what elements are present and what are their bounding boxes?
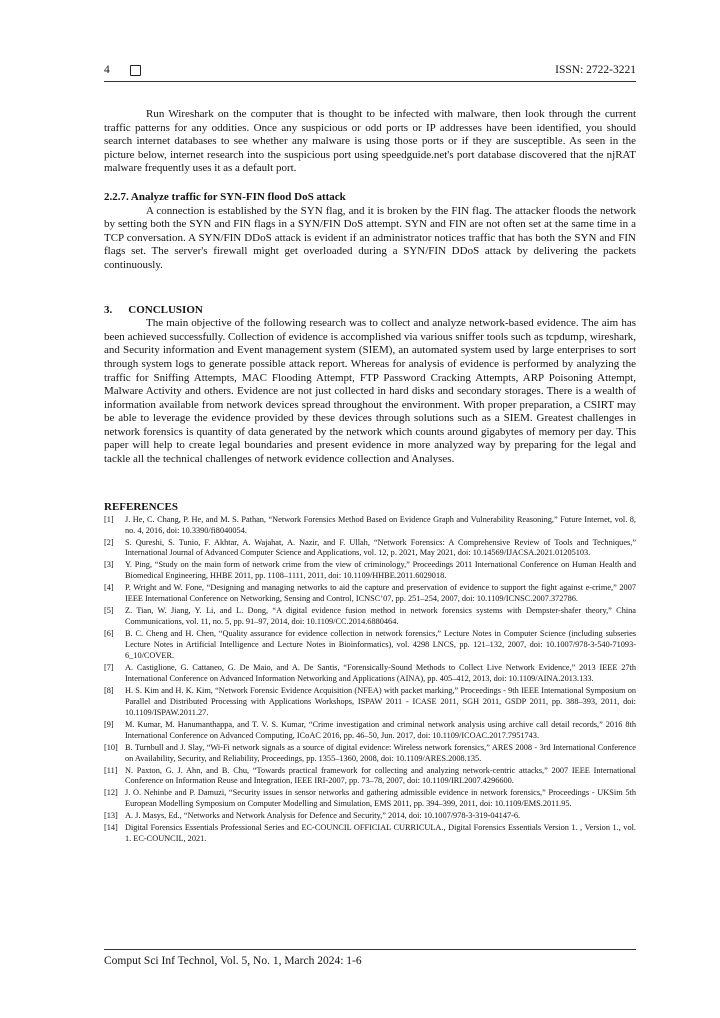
reference-text: N. Paxton, G. J. Ahn, and B. Chu, “Towards practical framework for collecting and analyzing network-centric attacks,” 2007 IEEE International Conference on Information Reuse and Integration, IEEE IRI-2007, pp. 73–78, 2007, doi: 10.1109/IRI.2007.4296600. xyxy=(125,765,636,786)
page-number: 4 xyxy=(104,64,110,76)
reference-number: [12] xyxy=(104,788,118,798)
conclusion-paragraph: The main objective of the following research was to collect and analyze network-based evidence. The aim has been achieved successfully. Collection of evidence is accomplished via various sniffer tools such as tcpdump, wireshark, and Security information and Event management system (SIEM), an automated system used by large enterprises to sort through system logs to generate possible attack report. Whereas for analysis of evidence is performed by analyzing the traffic for Sniffing Attempts, MAC Flooding Attempt, FTP Password Cracking Attempts, ARP Poisoning Attempt, Malware Activity and others. Evidence are not just collected in hard disks and secondary storages. There is a wealth of information available from network devices spread throughout the environment. With proper preparation, a CSIRT may be able to leverage the evidence provided by these devices through solutions such as a SIEM. Greatest challenges in network forensics is quantity of data generated by the network which counts around gigabytes of memory per day. This paper will help to create legal boundaries and present evidence in more analyzed way by preparing for the legal and tackle all the technical challenges of network evidence collection and Analyses. xyxy=(104,317,636,466)
reference-text: Digital Forensics Essentials Professional Series and EC-COUNCIL OFFICIAL CURRICULA., Digital Forensics Essentials Version 1. , Version 1., vol. 1. EC-COUNCIL, 2021. xyxy=(125,823,636,844)
reference-text: B. C. Cheng and H. Chen, “Quality assurance for evidence collection in network forensics,” Lecture Notes in Computer Science (including subseries Lecture Notes in Artificial Intelligence and Lecture Notes in Bioinformatics), vol. 4298 LNCS, pp. 121–132, 2007, doi: 10.1007/978-3-540-71093-6_10/COVER. xyxy=(125,629,636,660)
conclusion-title: CONCLUSION xyxy=(128,303,203,316)
conclusion-number: 3. xyxy=(104,303,113,316)
reference-number: [9] xyxy=(104,719,114,729)
reference-number: [1] xyxy=(104,514,114,524)
intro-paragraph: Run Wireshark on the computer that is thought to be infected with malware, then look through the current traffic patterns for any oddities. Once any suspicious or odd ports or IP addresses have been identified, you should search internet databases to see whether any malware is using those ports or if they are susceptible. As seen in the picture below, internet research into the suspicious port using speedguide.net's port database discovered that the njRAT malware frequently uses it as a default port. xyxy=(104,108,636,175)
reference-number: [11] xyxy=(104,765,118,775)
header-rule xyxy=(104,81,636,82)
reference-item xyxy=(104,560,636,582)
reference-text: S. Qureshi, S. Tunio, F. Akhtar, A. Wajahat, A. Nazir, and F. Ullah, “Network Forensics: A Comprehensive Review of Tools and Techniques,” International Journal of Advanced Computer Science and Applications, vol. 12, p. 2021, May 2021, doi: 10.14569/IJACSA.2021.01205103. xyxy=(125,537,636,558)
section-227-heading: 2.2.7. Analyze traffic for SYN-FIN flood DoS attack xyxy=(104,190,346,203)
reference-text: J. He, C. Chang, P. He, and M. S. Pathan, “Network Forensics Method Based on Evidence Graph and Vulnerability Reasoning,” Future Internet, vol. 8, no. 4, 2016, doi: 10.3390/fi8040054. xyxy=(125,514,636,535)
reference-item xyxy=(104,788,636,810)
reference-text: B. Turnbull and J. Slay, “Wi-Fi network signals as a source of digital evidence: Wireless network forensics,” ARES 2008 - 3rd International Conference on Availability, Security, and Reliability, Proceedings, pp. 1355–1360, 2008, doi: 10.1109/ARES.2008.135. xyxy=(125,742,636,763)
reference-text: Y. Ping, “Study on the main form of network crime from the view of criminology,” Proceedings 2011 International Conference on Human Health and Biomedical Engineering, HHBE 2011, pp. 1108–1111, 2011, doi: 10.1109/HHBE.2011.6029018. xyxy=(125,560,636,581)
references-heading: REFERENCES xyxy=(104,500,178,513)
conclusion-heading xyxy=(104,304,636,318)
reference-item xyxy=(104,606,636,628)
reference-item xyxy=(104,515,636,537)
square-icon xyxy=(130,65,141,76)
reference-text: A. J. Masys, Ed., “Networks and Network Analysis for Defence and Security,” 2014, doi: 10.1007/978-3-319-04147-6. xyxy=(125,811,521,821)
reference-item xyxy=(104,720,636,742)
reference-item xyxy=(104,823,636,845)
reference-item xyxy=(104,583,636,605)
issn: ISSN: 2722-3221 xyxy=(555,64,636,76)
reference-number: [6] xyxy=(104,629,114,639)
page-body xyxy=(104,62,636,846)
reference-text: M. Kumar, M. Hanumanthappa, and T. V. S. Kumar, “Crime investigation and criminal network analysis using archive call detail records,” 2016 8th International Conference on Advanced Computing, ICoAC 2016, pp. 46–50, Jun. 2017, doi: 10.1109/ICOAC.2017.7951743. xyxy=(125,719,636,740)
reference-item xyxy=(104,811,636,822)
reference-number: [4] xyxy=(104,583,114,593)
reference-number: [5] xyxy=(104,606,114,616)
reference-item xyxy=(104,766,636,788)
reference-text: J. O. Nehinbe and P. Damuzi, “Security issues in sensor networks and gathering admissible evidence in network forensics,” Proceedings - UKSim 5th European Modelling Symposium on Computer Modelling and Simulation, EMS 2011, pp. 394–399, 2011, doi: 10.1109/EMS.2011.95. xyxy=(125,788,636,809)
reference-text: P. Wright and W. Fone, “Designing and managing networks to aid the capture and preservation of evidence to support the fight against e-crime,” 2007 IEEE International Conference on Networking, Sensing and Control, ICNSC’07, pp. 251–254, 2007, doi: 10.1109/ICNSC.2007.372786. xyxy=(125,583,636,604)
reference-item xyxy=(104,743,636,765)
reference-text: Z. Tian, W. Jiang, Y. Li, and L. Dong, “A digital evidence fusion method in network forensics systems with Dempster-shafer theory,” China Communications, vol. 11, no. 5, pp. 91–97, 2014, doi: 10.1109/CC.2014.6880464. xyxy=(125,606,636,627)
header-left xyxy=(104,64,141,76)
footer-rule xyxy=(104,949,636,950)
reference-number: [10] xyxy=(104,742,118,752)
reference-text: A. Castiglione, G. Cattaneo, G. De Maio, and A. De Santis, “Forensically-Sound Methods to Collect Live Network Evidence,” 2013 IEEE 27th International Conference on Advanced Information Networking and Applications (AINA), pp. 405–412, 2013, doi: 10.1109/AINA.2013.133. xyxy=(125,663,636,683)
reference-number: [7] xyxy=(104,663,114,672)
reference-item xyxy=(104,538,636,560)
reference-number: [8] xyxy=(104,685,114,695)
reference-item xyxy=(104,629,636,662)
reference-number: [3] xyxy=(104,560,114,570)
reference-number: [13] xyxy=(104,811,118,821)
section-227-paragraph: A connection is established by the SYN flag, and it is broken by the FIN flag. The attacker floods the network by setting both the SYN and FIN flags in a SYN/FIN DoS attempt. SYN and FIN are not often set at the same time in a TCP conversation. A SYN/FIN DDoS attack is evident if an administrator notices traffic that has both the SYN and FIN flags set. The server's firewall might get overloaded during a SYN/FIN DDoS attack by delivering the packets continuously. xyxy=(104,204,636,271)
footer-citation: Comput Sci Inf Technol, Vol. 5, No. 1, March 2024: 1-6 xyxy=(104,955,362,967)
references-list xyxy=(104,515,636,846)
page-footer xyxy=(104,946,636,967)
reference-number: [2] xyxy=(104,537,114,547)
page-header xyxy=(104,62,636,78)
reference-item xyxy=(104,686,636,719)
reference-item xyxy=(104,663,636,685)
reference-text: H. S. Kim and H. K. Kim, “Network Forensic Evidence Acquisition (NFEA) with packet marking,” Proceedings - 9th IEEE International Symposium on Parallel and Distributed Processing with Applications Workshops, ISPAW 2011 - ICASE 2011, SGH 2011, GSDP 2011, pp. 388–393, 2011, doi: 10.1109/ISPAW.2011.27. xyxy=(125,685,636,717)
reference-number: [14] xyxy=(104,823,118,833)
